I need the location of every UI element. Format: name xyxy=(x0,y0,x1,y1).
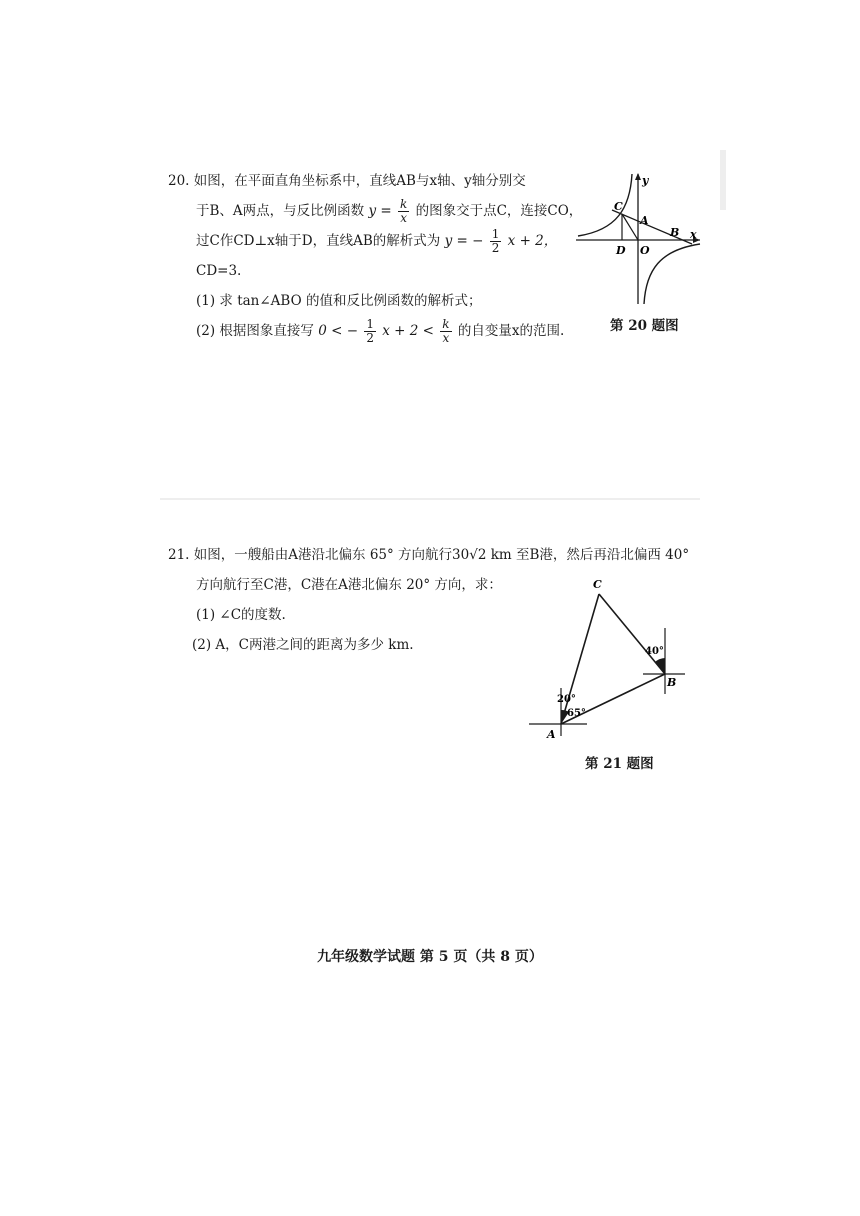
q20-text-3a: 过C作CD⊥x轴于D，直线AB的解析式为 xyxy=(196,233,441,249)
q20-x-plus-2-lt: x + 2 < xyxy=(382,323,434,339)
label-a: A xyxy=(640,214,649,227)
q20-text-2a: 于B、A两点，与反比例函数 xyxy=(196,203,365,219)
frac-num: k xyxy=(442,317,450,331)
q20-y-eq-neg: y = − xyxy=(444,233,484,249)
q21-part1-text: (1) ∠C的度数. xyxy=(196,607,286,623)
label-a: A xyxy=(547,728,556,741)
angle-65-label: 65° xyxy=(567,708,586,719)
figure-20 xyxy=(572,168,704,308)
label-b: B xyxy=(670,226,680,239)
fraction-k-over-x xyxy=(398,198,409,225)
q21-line1 xyxy=(168,540,708,570)
label-c: C xyxy=(593,578,602,591)
q20-zero-lt: 0 < − xyxy=(318,323,359,339)
figure-21-caption: 第 21 题图 xyxy=(585,756,654,772)
q21-number: 21. xyxy=(168,547,190,563)
q20-part1-text: (1) 求 tan∠ABO 的值和反比例函数的解析式； xyxy=(196,293,482,309)
q20-text-4: CD=3. xyxy=(196,263,242,279)
figure-21 xyxy=(525,576,695,746)
figure-20-caption: 第 20 题图 xyxy=(610,318,679,334)
hyperbola-lower-right xyxy=(644,244,700,304)
scan-artifact-top xyxy=(720,150,726,210)
q21-text-1: 如图，一艘船由A港沿北偏东 65° 方向航行30√2 km 至B港，然后再沿北偏西 40° xyxy=(193,547,690,563)
frac-num: 1 xyxy=(491,227,500,241)
q21-text-2: 方向航行至C港，C港在A港北偏东 20° 方向，求： xyxy=(196,577,502,593)
q20-x-plus-2: x + 2， xyxy=(507,233,558,249)
label-y: y xyxy=(642,174,649,187)
fraction-one-half-2 xyxy=(364,318,376,345)
frac-num: k xyxy=(400,197,408,211)
q20-y-eq: y = xyxy=(368,203,392,219)
q20-number: 20. xyxy=(168,173,190,189)
angle-40-label: 40° xyxy=(645,646,664,657)
page-footer: 九年级数学试题 第 5 页（共 8 页） xyxy=(317,949,543,965)
angle-20-label: 20° xyxy=(557,694,576,705)
q20-text-2b: 的图象交于点C，连接CO， xyxy=(415,203,583,219)
frac-den: 2 xyxy=(491,241,500,255)
scan-artifact-mid xyxy=(160,498,700,500)
frac-den: 2 xyxy=(366,331,374,345)
frac-num: 1 xyxy=(366,317,374,331)
fraction-k-over-x-2 xyxy=(440,318,451,345)
label-c: C xyxy=(614,200,623,213)
q20-text-1: 如图，在平面直角坐标系中，直线AB与x轴、y轴分别交 xyxy=(193,173,526,189)
label-b: B xyxy=(667,676,677,689)
q21-part2-text: (2) A，C两港之间的距离为多少 km. xyxy=(192,637,414,653)
label-d: D xyxy=(616,244,626,257)
label-x: x xyxy=(690,228,697,241)
b-angle-mark xyxy=(655,658,665,674)
frac-den: x xyxy=(400,211,408,225)
y-axis-arrow xyxy=(635,173,641,180)
fraction-one-half xyxy=(490,228,502,255)
frac-den: x xyxy=(442,331,450,345)
line-ab xyxy=(612,210,692,244)
label-o: O xyxy=(640,244,650,257)
hyperbola-upper-left xyxy=(578,174,632,236)
q20-part2-post: 的自变量x的范围. xyxy=(457,323,565,339)
q20-part2-pre: (2) 根据图象直接写 xyxy=(196,323,314,339)
